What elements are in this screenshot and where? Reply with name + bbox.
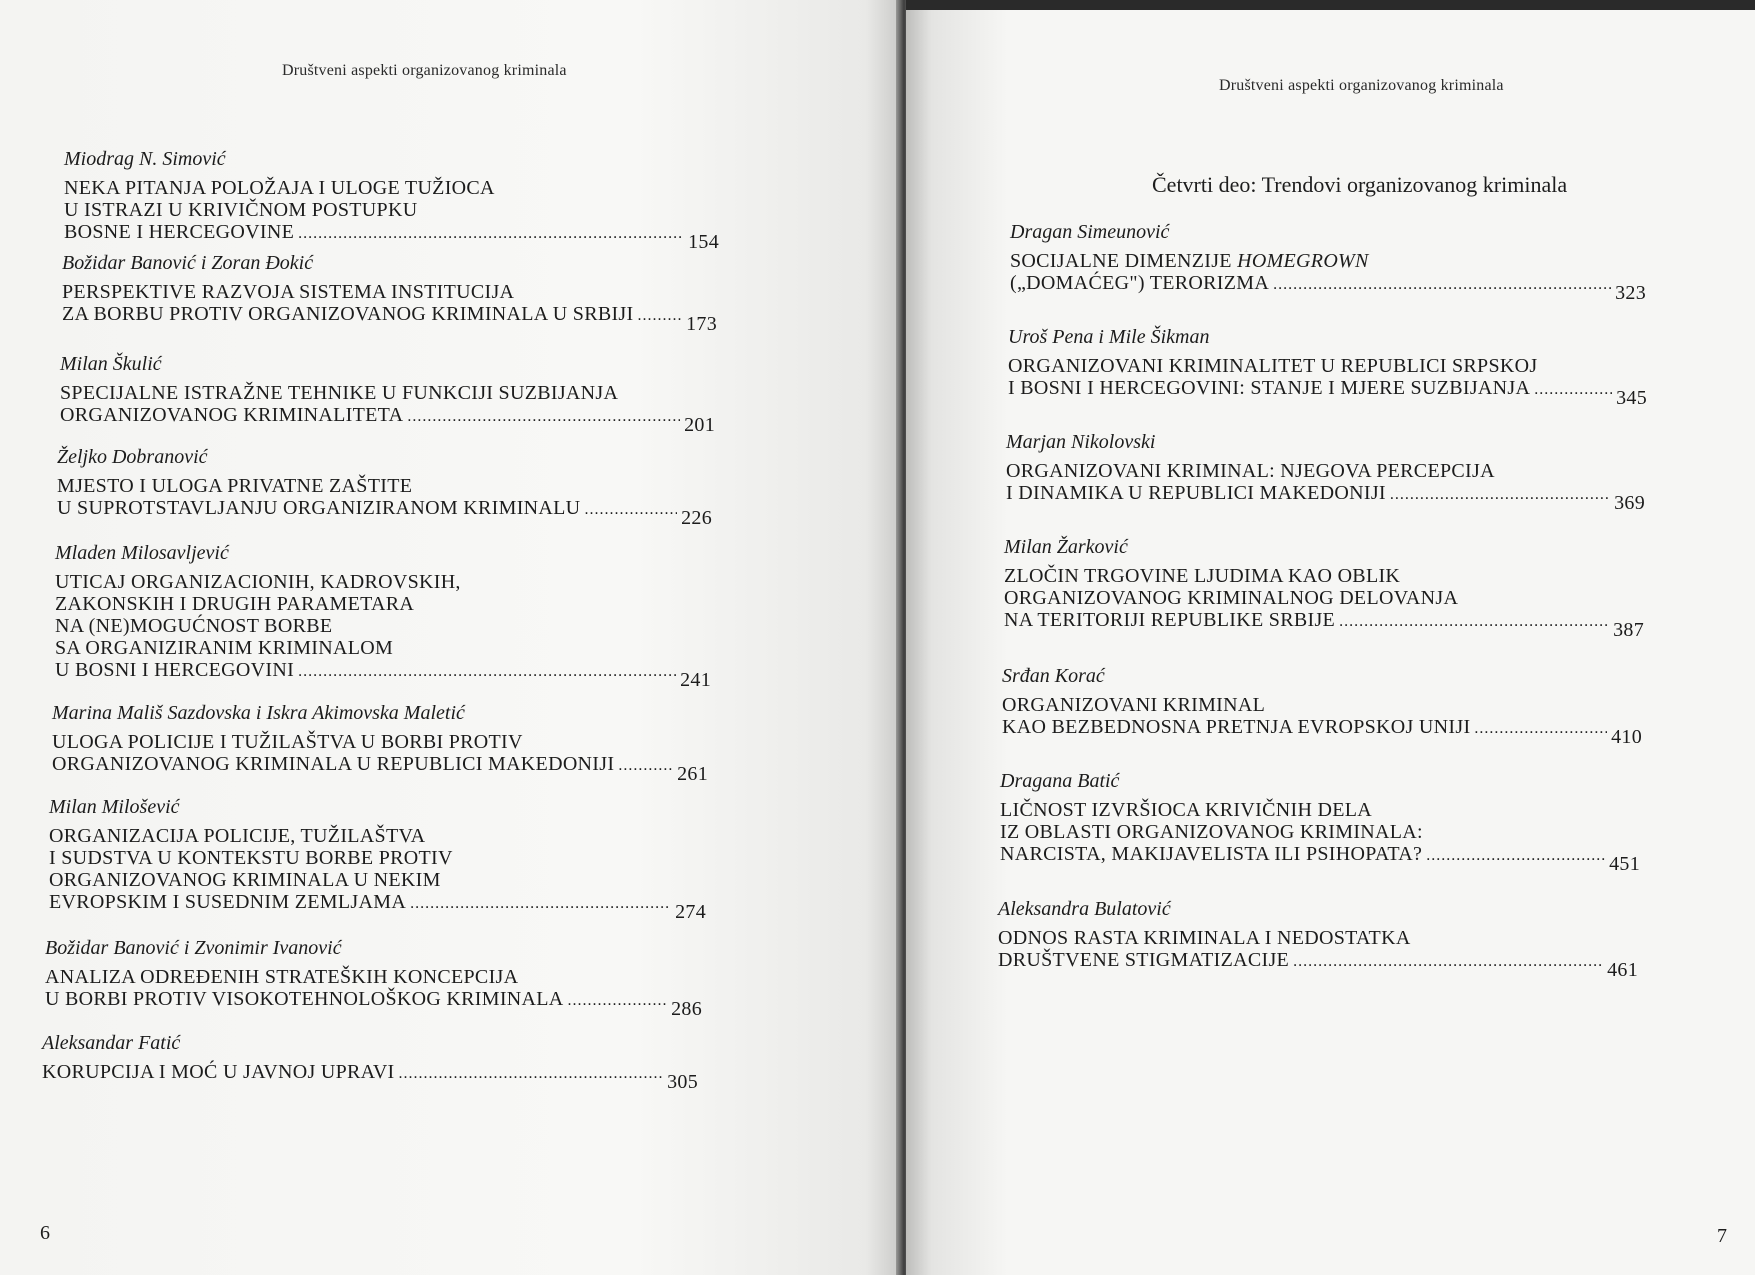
toc-entry-title-line: ZLOČIN TRGOVINE LJUDIMA KAO OBLIK [1004, 565, 1401, 587]
toc-entry [49, 796, 706, 923]
toc-entry-title-line: ORGANIZOVANOG KRIMINALA U NEKIM [49, 869, 441, 891]
toc-entry-author: Željko Dobranović [57, 446, 208, 468]
toc-entry-title-line: EVROPSKIM I SUSEDNIM ZEMLJAMA ..... 274 [49, 891, 706, 915]
toc-entry-title-line: BOSNE I HERCEGOVINE ..... 154 [64, 221, 719, 245]
toc-entry [1006, 431, 1645, 514]
toc-entry-page-number: 305 [667, 1071, 698, 1093]
dot-leader [1474, 718, 1607, 740]
toc-entry-page-number: 226 [681, 507, 712, 529]
toc-entry-page-number: 369 [1614, 492, 1645, 514]
running-head: Društveni aspekti organizovanog kriminala [282, 62, 567, 79]
toc-entry [1008, 326, 1647, 409]
part-title: Četvrti deo: Trendovi organizovanog kriminala [1152, 172, 1568, 197]
toc-entry-title-line: I DINAMIKA U REPUBLICI MAKEDONIJI ..... 369 [1006, 482, 1645, 506]
dot-leader [1339, 611, 1609, 633]
toc-entry-page-number: 345 [1616, 387, 1647, 409]
toc-entry-title-line: U SUPROTSTAVLJANJU ORGANIZIRANOM KRIMINALU ..... 226 [57, 497, 712, 521]
toc-entry-title-line: I BOSNI I HERCEGOVINI: STANJE I MJERE SUZBIJANJA ..... 345 [1008, 377, 1647, 401]
toc-entry-title-line: IZ OBLASTI ORGANIZOVANOG KRIMINALA: [1000, 821, 1423, 843]
toc-entry-author: Milan Škulić [60, 353, 162, 375]
toc-entry-title-line: NA TERITORIJI REPUBLIKE SRBIJE ..... 387 [1004, 609, 1644, 633]
dot-leader [410, 893, 671, 915]
toc-entry-title-line: MJESTO I ULOGA PRIVATNE ZAŠTITE [57, 475, 413, 497]
toc-entry-title-line: SOCIJALNE DIMENZIJE HOMEGROWN [1010, 250, 1369, 272]
toc-entry-author: Uroš Pena i Mile Šikman [1008, 326, 1210, 348]
dot-leader [298, 223, 684, 245]
dot-leader [1534, 379, 1612, 401]
toc-entry-title-line: NA (NE)MOGUĆNOST BORBE [55, 615, 333, 637]
toc-entry-title-line: ZAKONSKIH I DRUGIH PARAMETARA [55, 593, 415, 615]
toc-entry-title-line: ANALIZA ODREĐENIH STRATEŠKIH KONCEPCIJA [45, 966, 519, 988]
toc-entry [998, 898, 1638, 981]
toc-entry-title-line: ORGANIZOVANOG KRIMINALITETA ..... 201 [60, 404, 715, 428]
book-top-edge [906, 0, 1755, 10]
toc-entry-author: Dragan Simeunović [1010, 221, 1170, 243]
dot-leader [568, 990, 668, 1012]
toc-entry-title-line: U BOSNI I HERCEGOVINI ..... 241 [55, 659, 711, 683]
toc-entry-title-line: ULOGA POLICIJE I TUŽILAŠTVA U BORBI PROTIV [52, 731, 523, 753]
toc-entry-page-number: 261 [677, 763, 708, 785]
dot-leader [584, 499, 677, 521]
toc-entry-page-number: 154 [688, 231, 719, 253]
page-number: 6 [40, 1222, 50, 1244]
toc-entry-author: Miodrag N. Simović [64, 148, 226, 170]
toc-entry [1000, 770, 1640, 875]
toc-entry [62, 252, 717, 335]
dot-leader [1426, 845, 1605, 867]
toc-entry-page-number: 410 [1611, 726, 1642, 748]
toc-entry [55, 542, 711, 691]
toc-entry-page-number: 241 [680, 669, 711, 691]
toc-entry-author: Božidar Banović i Zvonimir Ivanović [45, 937, 342, 959]
toc-entry-title-line: ORGANIZOVANI KRIMINAL [1002, 694, 1266, 716]
toc-entry-title-line: LIČNOST IZVRŠIOCA KRIVIČNIH DELA [1000, 799, 1373, 821]
toc-entry [57, 446, 712, 529]
toc-entry [52, 702, 708, 785]
toc-entry-page-number: 286 [671, 998, 702, 1020]
toc-entry [64, 148, 719, 253]
toc-entry-page-number: 201 [684, 414, 715, 436]
toc-entry-page-number: 451 [1609, 853, 1640, 875]
running-head: Društveni aspekti organizovanog kriminala [1219, 77, 1504, 94]
toc-entry [60, 353, 715, 436]
toc-entry-author: Božidar Banović i Zoran Đokić [62, 252, 314, 274]
toc-entry-title-line: („DOMAĆEG") TERORIZMA ..... 323 [1010, 272, 1646, 296]
toc-entry-title-line: SA ORGANIZIRANIM KRIMINALOM [55, 637, 394, 659]
toc-entry-title-line: U BORBI PROTIV VISOKOTEHNOLOŠKOG KRIMINALA ..... 286 [45, 988, 702, 1012]
toc-entry-title-line: I SUDSTVA U KONTEKSTU BORBE PROTIV [49, 847, 453, 869]
toc-entry-title-line: U ISTRAZI U KRIVIČNOM POSTUPKU [64, 199, 418, 221]
toc-entry [42, 1032, 698, 1093]
toc-entry-title-line: NARCISTA, MAKIJAVELISTA ILI PSIHOPATA? ..... 451 [1000, 843, 1640, 867]
dot-leader [618, 755, 673, 777]
toc-entry-page-number: 173 [686, 313, 717, 335]
dot-leader [637, 305, 682, 327]
toc-entry-page-number: 323 [1615, 282, 1646, 304]
right-page [906, 0, 1755, 1275]
toc-entry-title-line: PERSPEKTIVE RAZVOJA SISTEMA INSTITUCIJA [62, 281, 515, 303]
toc-entry-title-line: ORGANIZOVANI KRIMINALITET U REPUBLICI SRPSKOJ [1008, 355, 1538, 377]
toc-entry-author: Aleksandra Bulatović [998, 898, 1171, 920]
toc-entry-title-line: ORGANIZOVANOG KRIMINALA U REPUBLICI MAKEDONIJI ..... 261 [52, 753, 708, 777]
toc-entry-title-line: ODNOS RASTA KRIMINALA I NEDOSTATKA [998, 927, 1411, 949]
dot-leader [1293, 951, 1603, 973]
toc-entry-title-line: ORGANIZOVANI KRIMINAL: NJEGOVA PERCEPCIJA [1006, 460, 1495, 482]
toc-entry [45, 937, 702, 1020]
page-number: 7 [1717, 1225, 1727, 1247]
toc-entry-author: Milan Milošević [49, 796, 180, 818]
toc-entry-title-line: UTICAJ ORGANIZACIONIH, KADROVSKIH, [55, 571, 461, 593]
toc-entry-author: Dragana Batić [1000, 770, 1120, 792]
toc-entry-title-line: DRUŠTVENE STIGMATIZACIJE ..... 461 [998, 949, 1638, 973]
toc-entry-title-line: KORUPCIJA I MOĆ U JAVNOJ UPRAVI ..... 305 [42, 1061, 698, 1085]
toc-entry-title-line: ORGANIZACIJA POLICIJE, TUŽILAŠTVA [49, 825, 426, 847]
toc-entry [1002, 665, 1642, 748]
toc-entry-author: Marjan Nikolovski [1006, 431, 1156, 453]
toc-entry [1004, 536, 1644, 641]
toc-entry [1010, 221, 1646, 304]
toc-entry-title-line: NEKA PITANJA POLOŽAJA I ULOGE TUŽIOCA [64, 177, 495, 199]
toc-entry-page-number: 461 [1607, 959, 1638, 981]
dot-leader [298, 661, 676, 683]
toc-entry-title-line: SPECIJALNE ISTRAŽNE TEHNIKE U FUNKCIJI SUZBIJANJA [60, 382, 619, 404]
toc-entry-title-line: ZA BORBU PROTIV ORGANIZOVANOG KRIMINALA U SRBIJI ..... 173 [62, 303, 717, 327]
toc-entry-author: Aleksandar Fatić [42, 1032, 181, 1054]
toc-entry-page-number: 274 [675, 901, 706, 923]
toc-entry-title-line: ORGANIZOVANOG KRIMINALNOG DELOVANJA [1004, 587, 1459, 609]
dot-leader [1390, 484, 1610, 506]
toc-entry-page-number: 387 [1613, 619, 1644, 641]
toc-entry-author: Mladen Milosavljević [55, 542, 229, 564]
toc-entry-author: Marina Mališ Sazdovska i Iskra Akimovska Maletić [52, 702, 465, 724]
dot-leader [1273, 274, 1611, 296]
dot-leader [407, 406, 680, 428]
toc-entry-author: Milan Žarković [1004, 536, 1128, 558]
toc-entry-author: Srđan Korać [1002, 665, 1105, 687]
toc-entry-title-line: KAO BEZBEDNOSNA PRETNJA EVROPSKOJ UNIJI ..... 410 [1002, 716, 1642, 740]
dot-leader [399, 1063, 664, 1085]
